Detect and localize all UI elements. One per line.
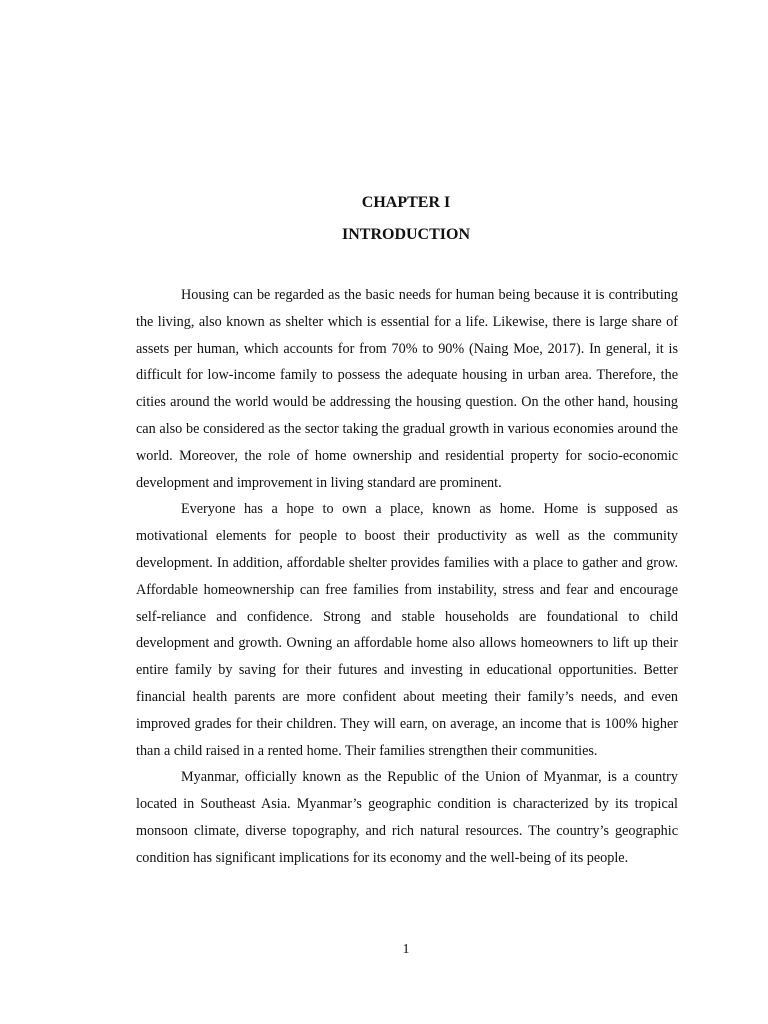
- paragraph-myanmar-geography: Myanmar, officially known as the Republic of the Union of Myanmar, is a country located in Southeast Asia. Myanmar’s geographic condition is characterized by its tropical monsoon climate, diverse topography, and rich natural resources. The country’s geographic condition has significant implications for its economy and the well-being of its people.: [136, 769, 678, 866]
- page-number: 1: [402, 942, 410, 957]
- body-text: [136, 282, 678, 872]
- paragraph-home-ownership: Everyone has a hope to own a place, known as home. Home is supposed as motivational elements for people to boost their productivity as well as the community development. In addition, affordable shelter provides families with a place to gather and grow. Affordable homeownership can free families from instability, stress and fear and encourage self-reliance and confidence. Strong and stable households are foundational to child development and growth. Owning an affordable home also allows homeowners to lift up their entire family by saving for their futures and investing in educational opportunities. Better financial health parents are more confident about meeting their family’s needs, and even improved grades for their children. They will earn, on average, an income that is 100% higher than a child raised in a rented home. Their families strengthen their communities.: [136, 501, 678, 759]
- chapter-title: INTRODUCTION: [341, 226, 470, 243]
- paragraph-housing-needs: Housing can be regarded as the basic needs for human being because it is contributing the living, also known as shelter which is essential for a life. Likewise, there is large share of assets per human, which accounts for from 70% to 90% (Naing Moe, 2017). In general, it is difficult for low-income family to possess the adequate housing in urban area. Therefore, the cities around the world would be addressing the housing question. On the other hand, housing can also be considered as the sector taking the gradual growth in various economies around the world. Moreover, the role of home ownership and residential property for socio-economic development and improvement in living standard are prominent.: [136, 287, 678, 491]
- chapter-number: CHAPTER I: [361, 194, 451, 211]
